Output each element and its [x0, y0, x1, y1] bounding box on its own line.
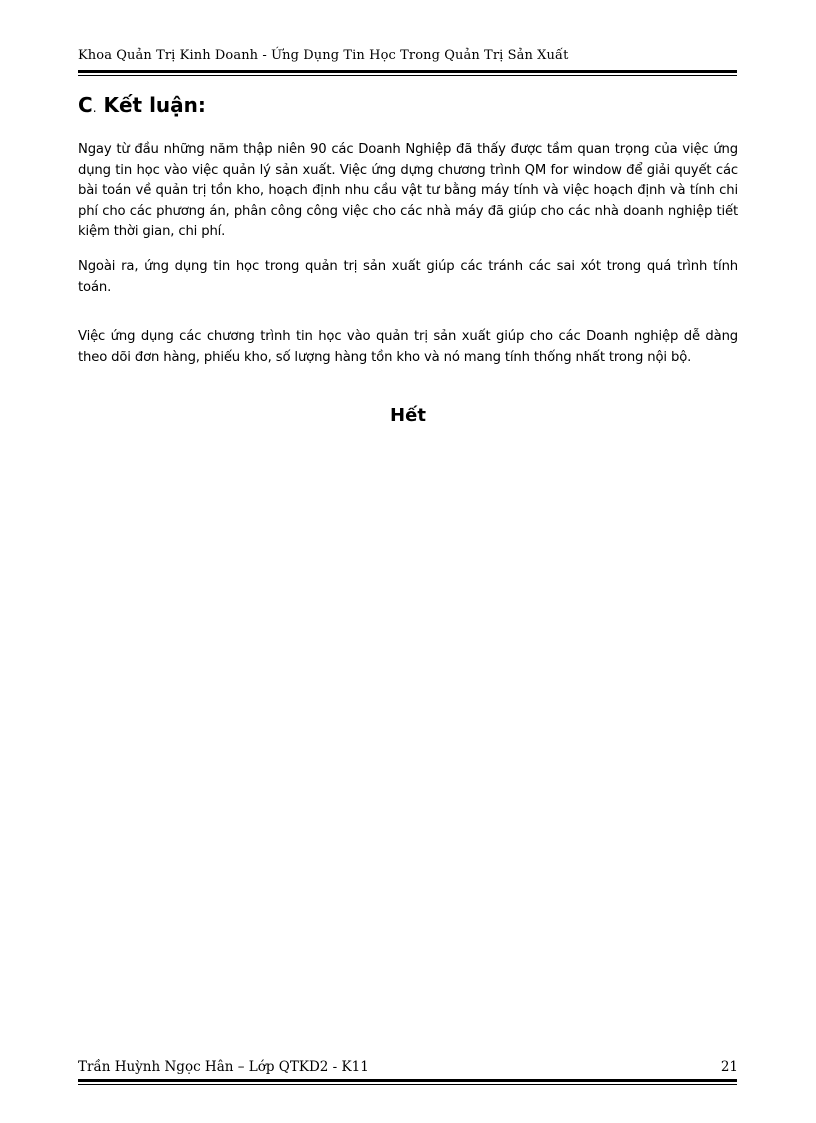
- header-rule: [78, 70, 737, 76]
- paragraph-tracking: Việc ứng dụng các chương trình tin học vào quản trị sản xuất giúp cho các Doanh nghiệp dễ dàng theo dõi đơn hàng, phiếu kho, số lượng hàng tồn kho và nó mang tính thống nhất trong nội bộ.: [78, 329, 738, 365]
- section-letter: C: [78, 93, 93, 117]
- paragraph-accuracy: Ngoài ra, ứng dụng tin học trong quản trị sản xuất giúp các tránh các sai xót trong quá trình tính toán.: [78, 259, 738, 295]
- footer-rule: [78, 1079, 737, 1085]
- page-header: Khoa Quản Trị Kinh Doanh - Ứng Dụng Tin Học Trong Quản Trị Sản Xuất: [78, 48, 569, 63]
- footer-author: Trần Huỳnh Ngọc Hân – Lớp QTKD2 - K11: [78, 1059, 369, 1075]
- section-title: Kết luận:: [103, 93, 206, 117]
- end-mark: Hết: [390, 405, 426, 426]
- section-separator: .: [92, 101, 97, 115]
- paragraph-intro: Ngay từ đầu những năm thập niên 90 các Doanh Nghiệp đã thấy được tầm quan trọng của việc ứng dụng tin học vào việc quản lý sản xuất. Việc ứng dựng chương trình QM for window để giải quyết các bài toán về quản trị tồn kho, hoạch định nhu cầu vật tư bằng máy tính và việc hoạch định và tính chi phí cho các phương án, phân công công việc cho các nhà máy đã giúp cho các nhà doanh nghiệp tiết kiệm thời gian, chi phí.: [78, 142, 738, 239]
- section-heading: [78, 93, 206, 117]
- page-number: 21: [720, 1059, 738, 1075]
